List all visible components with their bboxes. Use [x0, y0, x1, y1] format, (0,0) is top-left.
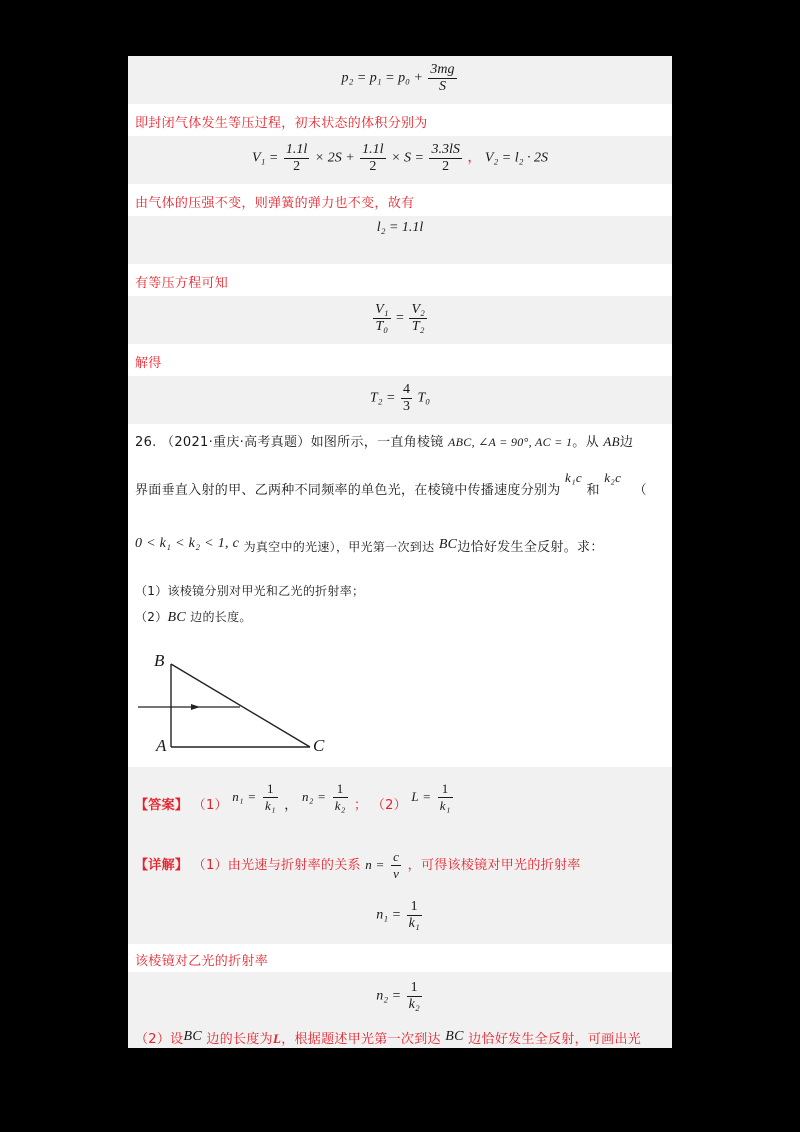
question-source: （2021·重庆·高考真题）: [161, 435, 311, 450]
solution-text-spring: 由气体的压强不变，则弹簧的弹力也不变，故有: [135, 196, 415, 211]
equation-block-pressure: [128, 56, 672, 104]
fraction: $\frac{1}{\text{k₁}}$: [408, 899, 420, 931]
answer-block: [128, 767, 672, 944]
equation-n2: n₂ = $\frac{1}{\text{k₂}}$: [376, 980, 420, 1012]
fraction: $\frac{1}{\text{k₁}}$: [439, 781, 451, 813]
equation-block-volumes: [128, 136, 672, 184]
equation-volumes: V₁ = $\frac{1.1l}{2}$ × 2S + $\frac{1.1l}{2}$ × S = $\frac{3.3lS}{2}$ ， V₂ = l₂ · 2S: [252, 142, 548, 174]
solution-text-solve: 解得: [135, 356, 162, 371]
text-block: [128, 184, 672, 216]
text-block: [128, 104, 672, 136]
document-page: [128, 56, 672, 1048]
equation-temperature: T₂ = $\frac{4}{3}$ T₀: [369, 382, 431, 414]
equation-block-ratio: [128, 296, 672, 344]
fraction: $\frac{1}{\text{k₂}}$: [408, 980, 420, 1012]
explanation-line-1: 【详解】 （1）由光速与折射率的关系 n = $\frac{c}{v}$ ，可得该棱镜对甲光的折射率: [135, 849, 581, 881]
question-line-3: 0 < k₁ < k₂ < 1, c 为真空中的光速），甲光第一次到达 BC边恰好发生全反射。求：: [135, 536, 604, 555]
answer-tag: 【答案】: [135, 798, 189, 813]
vertex-label-c: C: [313, 736, 325, 755]
equation-block-n2: [128, 972, 672, 1048]
question-line-2: 界面垂直入射的甲、乙两种不同频率的单色光，在棱镜中传播速度分别为 k₁c 和 k₂c （: [135, 470, 647, 498]
vertex-label-a: A: [156, 736, 167, 755]
answer-line: 【答案】 （1） n₁ = $\frac{1}{\text{k₁}}$ ， n₂ = $\frac{1}{\text{k₂}}$ ； （2） L = $\frac{1}{\text{k₁}}$: [135, 781, 451, 813]
equation-length: l₂ = 1.1l: [376, 220, 424, 235]
fraction: $\frac{1}{\text{k₁}}$: [264, 781, 276, 813]
text-block: [128, 264, 672, 296]
explanation-line-2: （2）设BC 边的长度为L，根据题述甲光第一次到达 BC 边恰好发生全反射，可画出光: [135, 1029, 642, 1047]
fraction: $\frac{3.3lS}{2}$: [431, 142, 460, 174]
vertex-label-b: B: [154, 651, 165, 670]
question-number: 26.: [135, 435, 157, 450]
question-sub-1: （1）该棱镜分别对甲光和乙光的折射率；: [135, 584, 365, 598]
arrow-icon: [191, 704, 200, 710]
question-sub-2: （2）BC 边的长度。: [135, 610, 252, 625]
text-block: [128, 344, 672, 376]
equation-n1: n₁ = $\frac{1}{\text{k₁}}$: [376, 899, 420, 931]
fraction: $\frac{1}{\text{k₂}}$: [334, 781, 346, 813]
text-block: [128, 944, 672, 972]
solution-text-isobaric-eq: 有等压方程可知: [135, 276, 229, 291]
explanation-tag: 【详解】: [135, 858, 189, 873]
fraction: $\frac{\text{V₂}}{\text{T₂}}$: [411, 302, 425, 334]
equation-block-length: [128, 216, 672, 264]
question-line-1: 26. （2021·重庆·高考真题）如图所示，一直角棱镜 ABC, ∠A = 90°, AC = 1。从 AB边: [135, 434, 634, 450]
equation-pressure: p₂ = p₁ = p₀ + $\frac{3mg}{S}$: [341, 62, 455, 94]
explanation-text-n2: 该棱镜对乙光的折射率: [135, 954, 269, 969]
solution-text-isobaric: 即封闭气体发生等压过程，初末状态的体积分别为: [135, 116, 428, 131]
fraction: $\frac{c}{v}$: [393, 849, 400, 881]
fraction: $\frac{1.1l}{2}$: [285, 142, 308, 174]
fraction: $\frac{1.1l}{2}$: [362, 142, 384, 174]
fraction: $\frac{\text{V₁}}{\text{T₀}}$: [375, 302, 389, 334]
equation-block-temperature: [128, 376, 672, 424]
prism-diagram: [128, 648, 338, 763]
fraction: $\frac{4}{3}$: [402, 382, 410, 414]
fraction: $\frac{3mg}{S}$: [430, 62, 455, 94]
equation-ratio: $\frac{\text{V₁}}{\text{T₀}}$ = $\frac{\text{V₂}}{\text{T₂}}$: [375, 302, 425, 334]
